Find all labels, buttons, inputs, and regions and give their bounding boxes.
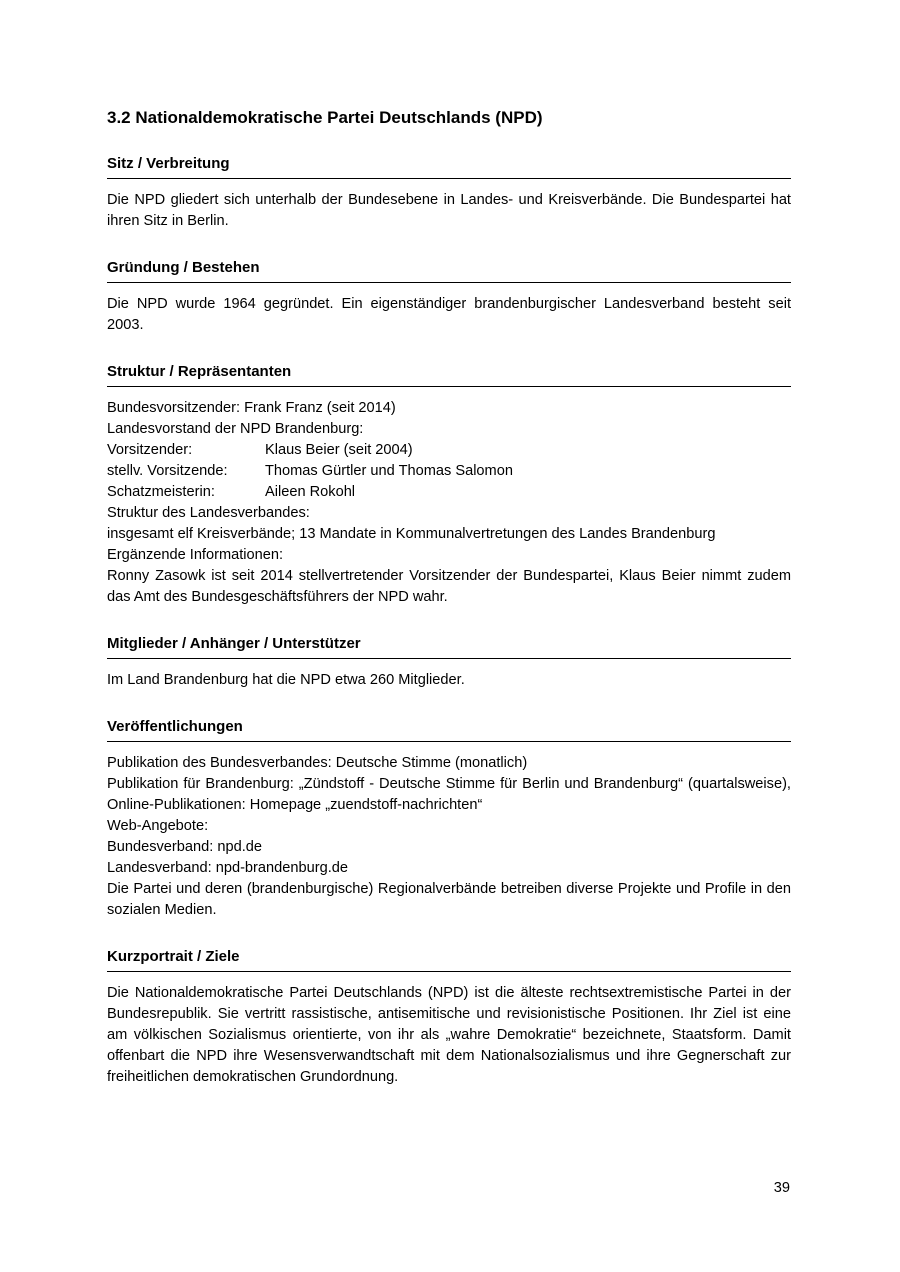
officer-value: Klaus Beier (seit 2004): [265, 442, 413, 459]
paragraph: Die NPD gliedert sich unterhalb der Bundesebene in Landes- und Kreisverbände. Die Bundespartei hat ihren Sitz in Berlin.: [107, 192, 791, 230]
section-heading: Veröffentlichungen: [107, 718, 791, 742]
officer-label: Schatzmeisterin:: [107, 484, 215, 501]
paragraph: Publikation für Brandenburg: „Zündstoff - Deutsche Stimme für Berlin und Brandenburg“ (quartalsweise), Online-Publikationen: Homepage „zuendstoff-nachrichten“: [107, 776, 791, 814]
paragraph: Die NPD wurde 1964 gegründet. Ein eigenständiger brandenburgischer Landesverband besteht seit 2003.: [107, 296, 791, 334]
officer-row: [107, 440, 791, 461]
paragraph: Ronny Zasowk ist seit 2014 stellvertretender Vorsitzender der Bundespartei, Klaus Beier nimmt zudem das Amt des Bundesgeschäftsführers der NPD wahr.: [107, 568, 791, 606]
paragraph: Ergänzende Informationen:: [107, 547, 284, 564]
officer-value: Thomas Gürtler und Thomas Salomon: [265, 463, 513, 480]
section-heading: Kurzportrait / Ziele: [107, 948, 791, 972]
page-title: 3.2 Nationaldemokratische Partei Deutschlands (NPD): [107, 108, 543, 127]
paragraph: Publikation des Bundesverbandes: Deutsche Stimme (monatlich): [107, 755, 528, 772]
paragraph: insgesamt elf Kreisverbände; 13 Mandate in Kommunalvertretungen des Landes Brandenburg: [107, 526, 716, 543]
officer-row: [107, 482, 791, 503]
section-veroeffentlichungen: [107, 718, 791, 921]
paragraph: Landesverband: npd-brandenburg.de: [107, 860, 348, 877]
section-sitz: [107, 155, 791, 232]
paragraph: Landesvorstand der NPD Brandenburg:: [107, 421, 364, 438]
section-heading: Sitz / Verbreitung: [107, 155, 791, 179]
page-number: 39: [773, 1180, 790, 1196]
paragraph: Im Land Brandenburg hat die NPD etwa 260 Mitglieder.: [107, 672, 465, 689]
officer-row: [107, 461, 791, 482]
paragraph: Bundesvorsitzender: Frank Franz (seit 2014): [107, 400, 396, 417]
section-heading: Gründung / Bestehen: [107, 259, 791, 283]
officer-label: Vorsitzender:: [107, 442, 193, 459]
section-heading: Struktur / Repräsentanten: [107, 363, 791, 387]
section-kurzportrait: [107, 948, 791, 1088]
paragraph: Struktur des Landesverbandes:: [107, 505, 310, 522]
section-heading: Mitglieder / Anhänger / Unterstützer: [107, 635, 791, 659]
paragraph: Die Nationaldemokratische Partei Deutschlands (NPD) ist die älteste rechtsextremistische Partei in der Bundesrepublik. Sie vertritt rassistische, antisemitische und revisionistische Positionen. Ihr Ziel ist eine am völkischen Sozialismus orientierte, von ihr als „wahre Demokratie“ bezeichnete, Staatsform. Damit offenbart die NPD ihre Wesensverwandtschaft mit dem Nationalsozialismus und ihre Gegnerschaft zur freiheitlichen demokratischen Grundordnung.: [107, 985, 791, 1086]
paragraph: Die Partei und deren (brandenburgische) Regionalverbände betreiben diverse Projekte und Profile in den sozialen Medien.: [107, 881, 791, 919]
paragraph: Web-Angebote:: [107, 818, 209, 835]
paragraph: Bundesverband: npd.de: [107, 839, 262, 856]
section-gruendung: [107, 259, 791, 336]
section-mitglieder: [107, 635, 791, 691]
officer-label: stellv. Vorsitzende:: [107, 463, 228, 480]
officer-value: Aileen Rokohl: [265, 484, 356, 501]
section-struktur: [107, 363, 791, 608]
